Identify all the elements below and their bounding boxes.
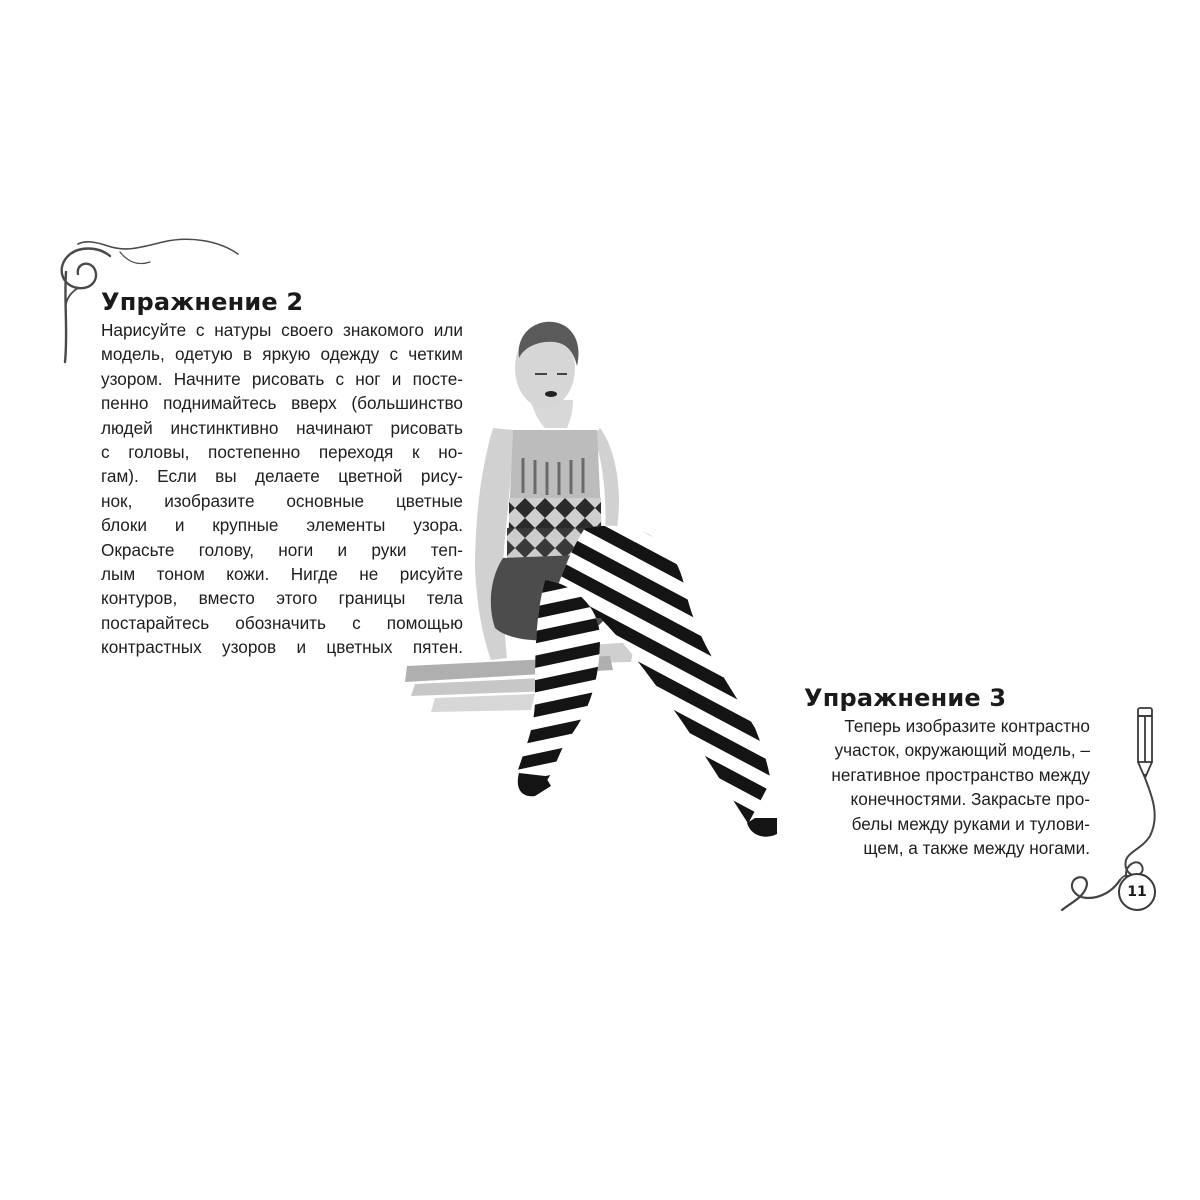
- paragraph-line: блоки и крупные элементы узора.: [101, 515, 463, 536]
- paragraph-line: Нарисуйте с натуры своего знакомого или: [101, 320, 463, 340]
- paragraph-line: пенно поднимайтесь вверх (большинство: [101, 393, 463, 414]
- pencil-icon: [1130, 704, 1160, 784]
- exercise-2-heading: Упражнение 2: [101, 288, 304, 316]
- paragraph-line: с головы, постепенно переходя к но-: [101, 442, 463, 463]
- paragraph-line: контуров, вместо этого границы тела: [101, 588, 463, 609]
- exercise-3-body: [752, 714, 1090, 860]
- paragraph-line: конечностями. Закрасьте про-: [850, 789, 1090, 810]
- paragraph-line: белы между руками и тулови-: [851, 813, 1090, 834]
- paragraph-line: Окрасьте голову, ноги и руки теп-: [101, 539, 463, 560]
- paragraph-line: участок, окружающий модель, –: [834, 740, 1090, 761]
- exercise-3-heading: Упражнение 3: [804, 684, 1007, 712]
- paragraph-line: узором. Начните рисовать с ног и посте-: [101, 368, 463, 389]
- paragraph-line: гам). Если вы делаете цветной рису-: [101, 466, 463, 487]
- paragraph-line: контрастных узоров и цветных пятен.: [101, 637, 463, 658]
- paragraph-line: щем, а также между ногами.: [863, 838, 1090, 859]
- paragraph-line: негативное пространство между: [831, 764, 1090, 785]
- paragraph-line: постарайтесь обозначить с помощью: [101, 612, 463, 633]
- paragraph-line: людей инстинктивно начинают рисовать: [101, 417, 463, 438]
- page-number: 11: [1118, 873, 1156, 911]
- paragraph-line: Теперь изобразите контрастно: [844, 716, 1090, 736]
- paragraph-line: нок, изобразите основные цветные: [101, 490, 463, 511]
- paragraph-line: модель, одетую в яркую одежду с четким: [101, 344, 463, 365]
- paragraph-line: лым тоном кожи. Нигде не рисуйте: [101, 564, 463, 585]
